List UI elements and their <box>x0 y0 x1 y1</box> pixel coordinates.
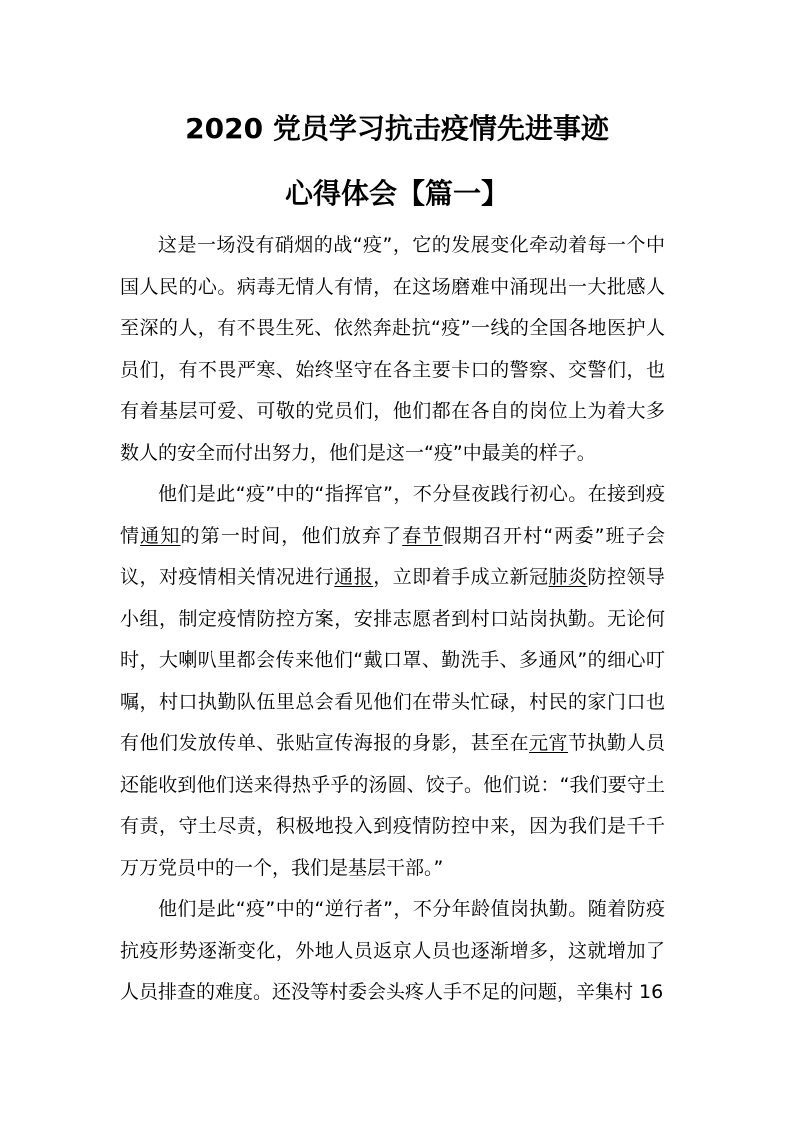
paragraph-text: 的第一时间，他们放弃了 <box>180 524 403 547</box>
paragraph-text: 他们是此“疫”中的“指挥官”，不分昼夜践行初心。在接到疫情 <box>120 483 665 547</box>
document-body <box>120 225 665 1014</box>
underlined-term: 通报 <box>334 566 374 588</box>
paragraph-text: ，立即着手成立新冠 <box>373 566 549 588</box>
paragraph-text: 防控领导小组，制定疫情防控方案，安排志愿者到村口站岗执勤。无论何时，大喇叭里都会传来他们“戴口罩、勤洗手、多通风”的细心叮嘱，村口执勤队伍里总会看见他们在带头忙碌，村民的家门口也有他们发放传单、张贴宣传海报的身影，甚至在 <box>120 566 665 754</box>
document-title-line-2: 心得体会【篇一】 <box>284 177 509 210</box>
underlined-term: 肺炎 <box>548 566 588 588</box>
underlined-term: 元宵 <box>529 732 569 754</box>
paragraph-1 <box>120 225 665 474</box>
underlined-term: 春节 <box>402 524 443 547</box>
paragraph-text: 他们是此“疫”中的“逆行者”，不分年龄值岗执勤。随着防疫抗疫形势逐渐变化，外地人员返京人员也逐渐增多，这就增加了人员排查的难度。还没等村委会头疼人手不足的问题，辛集村 16 <box>120 898 665 1003</box>
document-title-line-1: 2020 党员学习抗击疫情先进事迹 <box>185 112 609 145</box>
paragraph-text: 假期召开村“两委”班子会议，对疫情相关情况进行 <box>120 524 665 588</box>
underlined-term: 通知 <box>140 524 181 547</box>
paragraph-2 <box>120 474 665 889</box>
paragraph-text: 这是一场没有硝烟的战“疫”，它的发展变化牵动着每一个中国人民的心。病毒无情人有情，在这场磨难中涌现出一大批感人至深的人，有不畏生死、依然奔赴抗“疫”一线的全国各地医护人员们，有不畏严寒、始终坚守在各主要卡口的警察、交警们，也有着基层可爱、可敬的党员们，他们都在各自的岗位上为着大多数人的安全而付出努力，他们是这一“疫”中最美的样子。 <box>120 234 665 464</box>
paragraph-3 <box>120 889 665 1014</box>
paragraph-text: 节执勤人员还能收到他们送来得热乎乎的汤圆、饺子。他们说：“我们要守土有责，守土尽责，积极地投入到疫情防控中来，因为我们是千千万万党员中的一个，我们是基层干部。” <box>120 732 665 879</box>
